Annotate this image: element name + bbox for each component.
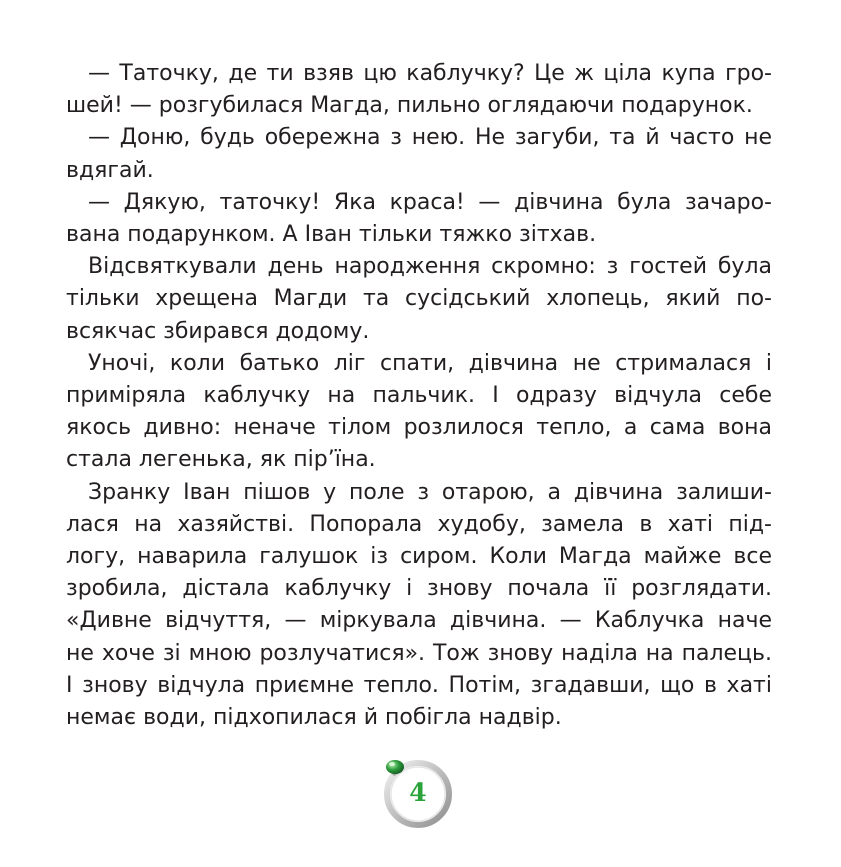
paragraph [66, 348, 772, 477]
text-line: зробила, дістала каблучку і знову почала її розглядати. [66, 576, 772, 602]
paragraph [66, 122, 772, 186]
body-text [66, 58, 772, 734]
paragraph [66, 187, 772, 251]
text-line: приміряла каблучку на пальчик. І одразу відчула себе [66, 383, 772, 409]
text-line: — Таточку, де ти взяв цю каблучку? Це ж ціла купа гро- [88, 61, 772, 86]
text-line: вана подарунком. А Іван тільки тяжко зітхав. [66, 222, 597, 248]
text-line: Уночі, коли батько ліг спати, дівчина не стрималася і [88, 350, 772, 376]
text-line: І знову відчула приємне тепло. Потім, згадавши, що в хаті [66, 672, 772, 698]
text-line: тільки хрещена Магди та сусідський хлопець, який по- [66, 286, 772, 312]
text-line: Відсвяткували день народження скромно: з гостей була [88, 254, 772, 280]
text-line: немає води, підхопилася й побігла надвір. [66, 705, 562, 731]
text-line: Зранку Іван пішов у поле з отарою, а дівчина залиши- [88, 479, 772, 505]
text-line: — Доню, будь обережна з нею. Не загуби, та й часто не [88, 125, 772, 151]
text-line: вдягай. [66, 157, 154, 183]
page-number-ornament [378, 752, 458, 832]
text-line: «Дивне відчуття, — міркувала дівчина. — Каблучка наче [66, 608, 772, 634]
page-number: 4 [409, 778, 427, 807]
text-line: шей! — розгубилася Магда, пильно оглядаючи подарунок. [66, 93, 753, 119]
text-line: якось дивно: неначе тілом розлилося тепло, а сама вона [66, 415, 772, 441]
text-line: всякчас збирався додому. [66, 318, 370, 344]
paragraph [66, 58, 772, 122]
text-line: — Дякую, таточку! Яка краса! — дівчина була зачаро- [88, 189, 772, 215]
paragraph [66, 477, 772, 735]
text-line: логу, наварила галушок із сиром. Коли Магда майже все [66, 544, 772, 570]
text-line: лася на хазяйстві. Попорала худобу, замела в хаті під- [66, 511, 772, 537]
paragraph [66, 251, 772, 348]
text-line: не хоче зі мною розлучатися». Тож знову наділа на палець. [66, 640, 772, 666]
text-line: стала легенька, як пір’їна. [66, 447, 376, 473]
